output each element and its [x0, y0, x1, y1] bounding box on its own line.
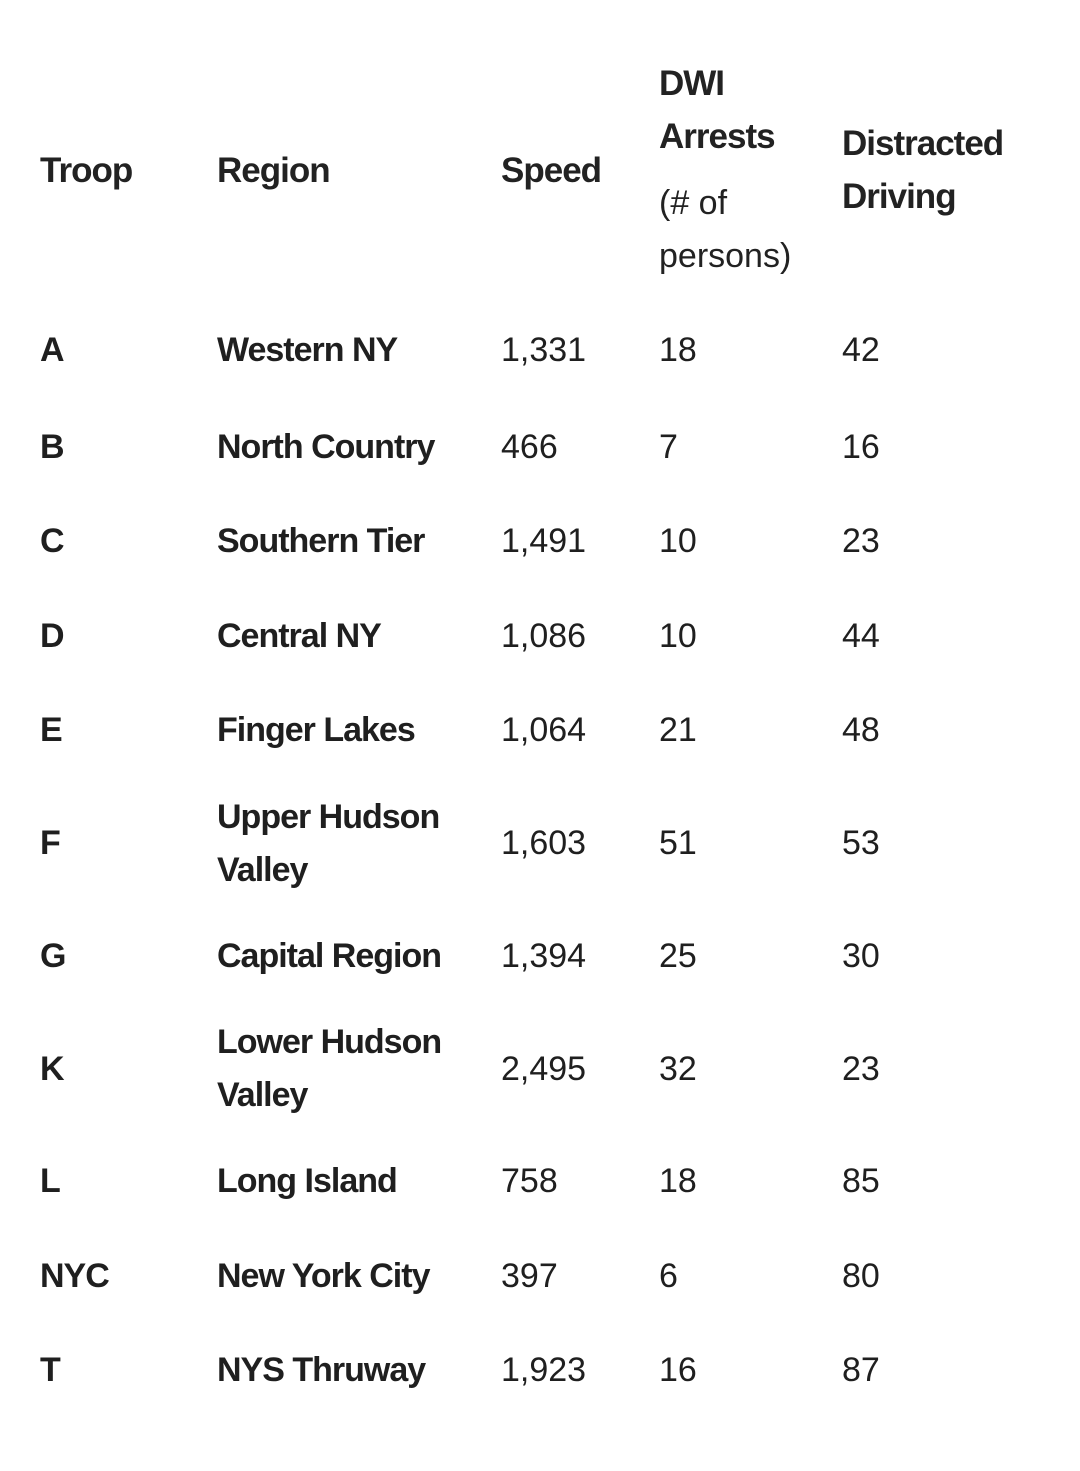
table-row: [40, 909, 1080, 1004]
header-dwi-arrests: [659, 40, 842, 300]
header-troop: Troop: [40, 150, 133, 190]
region-cell: Finger Lakes: [217, 711, 415, 750]
troop-cell: G: [40, 936, 66, 975]
speed-cell: 2,495: [501, 1049, 587, 1088]
region-cell: Lower Hudson Valley: [217, 1023, 442, 1114]
dwi-cell: 25: [659, 936, 697, 975]
distracted-cell: 23: [842, 522, 880, 561]
distracted-cell: 80: [842, 1256, 880, 1295]
distracted-cell: 23: [842, 1049, 880, 1088]
troop-cell: T: [40, 1351, 60, 1390]
speed-cell: 1,923: [501, 1351, 587, 1390]
speed-cell: 1,491: [501, 522, 587, 561]
troop-cell: E: [40, 711, 62, 750]
header-distracted-driving: Distracted Driving: [842, 124, 1004, 216]
troop-cell: A: [40, 330, 64, 369]
table-row: [40, 1135, 1080, 1230]
speed-cell: 1,394: [501, 936, 587, 975]
dwi-cell: 32: [659, 1049, 697, 1088]
troop-cell: C: [40, 522, 64, 561]
region-cell: Southern Tier: [217, 522, 425, 561]
distracted-cell: 42: [842, 330, 880, 369]
table-header: [40, 40, 1080, 300]
dwi-cell: 21: [659, 711, 697, 750]
troop-cell: F: [40, 824, 60, 862]
region-cell: Central NY: [217, 616, 381, 655]
table-row: [40, 400, 1080, 495]
table-row: [40, 300, 1080, 400]
distracted-cell: 30: [842, 936, 880, 975]
region-cell: Long Island: [217, 1162, 397, 1201]
region-cell: New York City: [217, 1256, 430, 1295]
region-cell: Western NY: [217, 330, 398, 369]
region-cell: Upper Hudson Valley: [217, 797, 440, 889]
speed-cell: 466: [501, 427, 558, 466]
speed-cell: 1,331: [501, 330, 587, 369]
troop-cell: K: [40, 1049, 64, 1088]
table-row: [40, 684, 1080, 779]
region-cell: Capital Region: [217, 936, 442, 975]
troop-cell: NYC: [40, 1256, 109, 1295]
header-dwi-sub: (# of persons): [659, 184, 792, 275]
speed-cell: 397: [501, 1256, 558, 1295]
dwi-cell: 16: [659, 1351, 697, 1390]
table-row: [40, 1324, 1080, 1419]
speed-cell: 1,064: [501, 711, 587, 750]
dwi-cell: 10: [659, 522, 697, 561]
region-cell: North Country: [217, 427, 435, 466]
distracted-cell: 48: [842, 711, 880, 750]
header-row: [40, 40, 1080, 300]
distracted-cell: 44: [842, 616, 880, 655]
speed-cell: 1,086: [501, 616, 587, 655]
header-region: Region: [217, 150, 330, 190]
table-body: [40, 300, 1080, 1418]
distracted-cell: 53: [842, 824, 880, 862]
region-cell: NYS Thruway: [217, 1351, 426, 1390]
dwi-cell: 18: [659, 330, 697, 369]
table-row: [40, 495, 1080, 590]
troop-cell: L: [40, 1162, 60, 1201]
dwi-cell: 6: [659, 1256, 678, 1295]
dwi-cell: 10: [659, 616, 697, 655]
troop-cell: B: [40, 427, 64, 466]
table-row: [40, 1229, 1080, 1324]
dwi-cell: 51: [659, 824, 697, 862]
distracted-cell: 16: [842, 427, 880, 466]
dwi-cell: 7: [659, 427, 678, 466]
speed-cell: 758: [501, 1162, 558, 1201]
header-dwi-main: DWI Arrests: [659, 64, 775, 156]
header-speed: Speed: [501, 150, 602, 190]
table-row: [40, 778, 1080, 909]
table-row: [40, 1004, 1080, 1135]
distracted-cell: 87: [842, 1351, 880, 1390]
distracted-cell: 85: [842, 1162, 880, 1201]
enforcement-table: [40, 40, 1080, 1418]
table-row: [40, 589, 1080, 684]
speed-cell: 1,603: [501, 824, 587, 862]
troop-cell: D: [40, 616, 64, 655]
dwi-cell: 18: [659, 1162, 697, 1201]
